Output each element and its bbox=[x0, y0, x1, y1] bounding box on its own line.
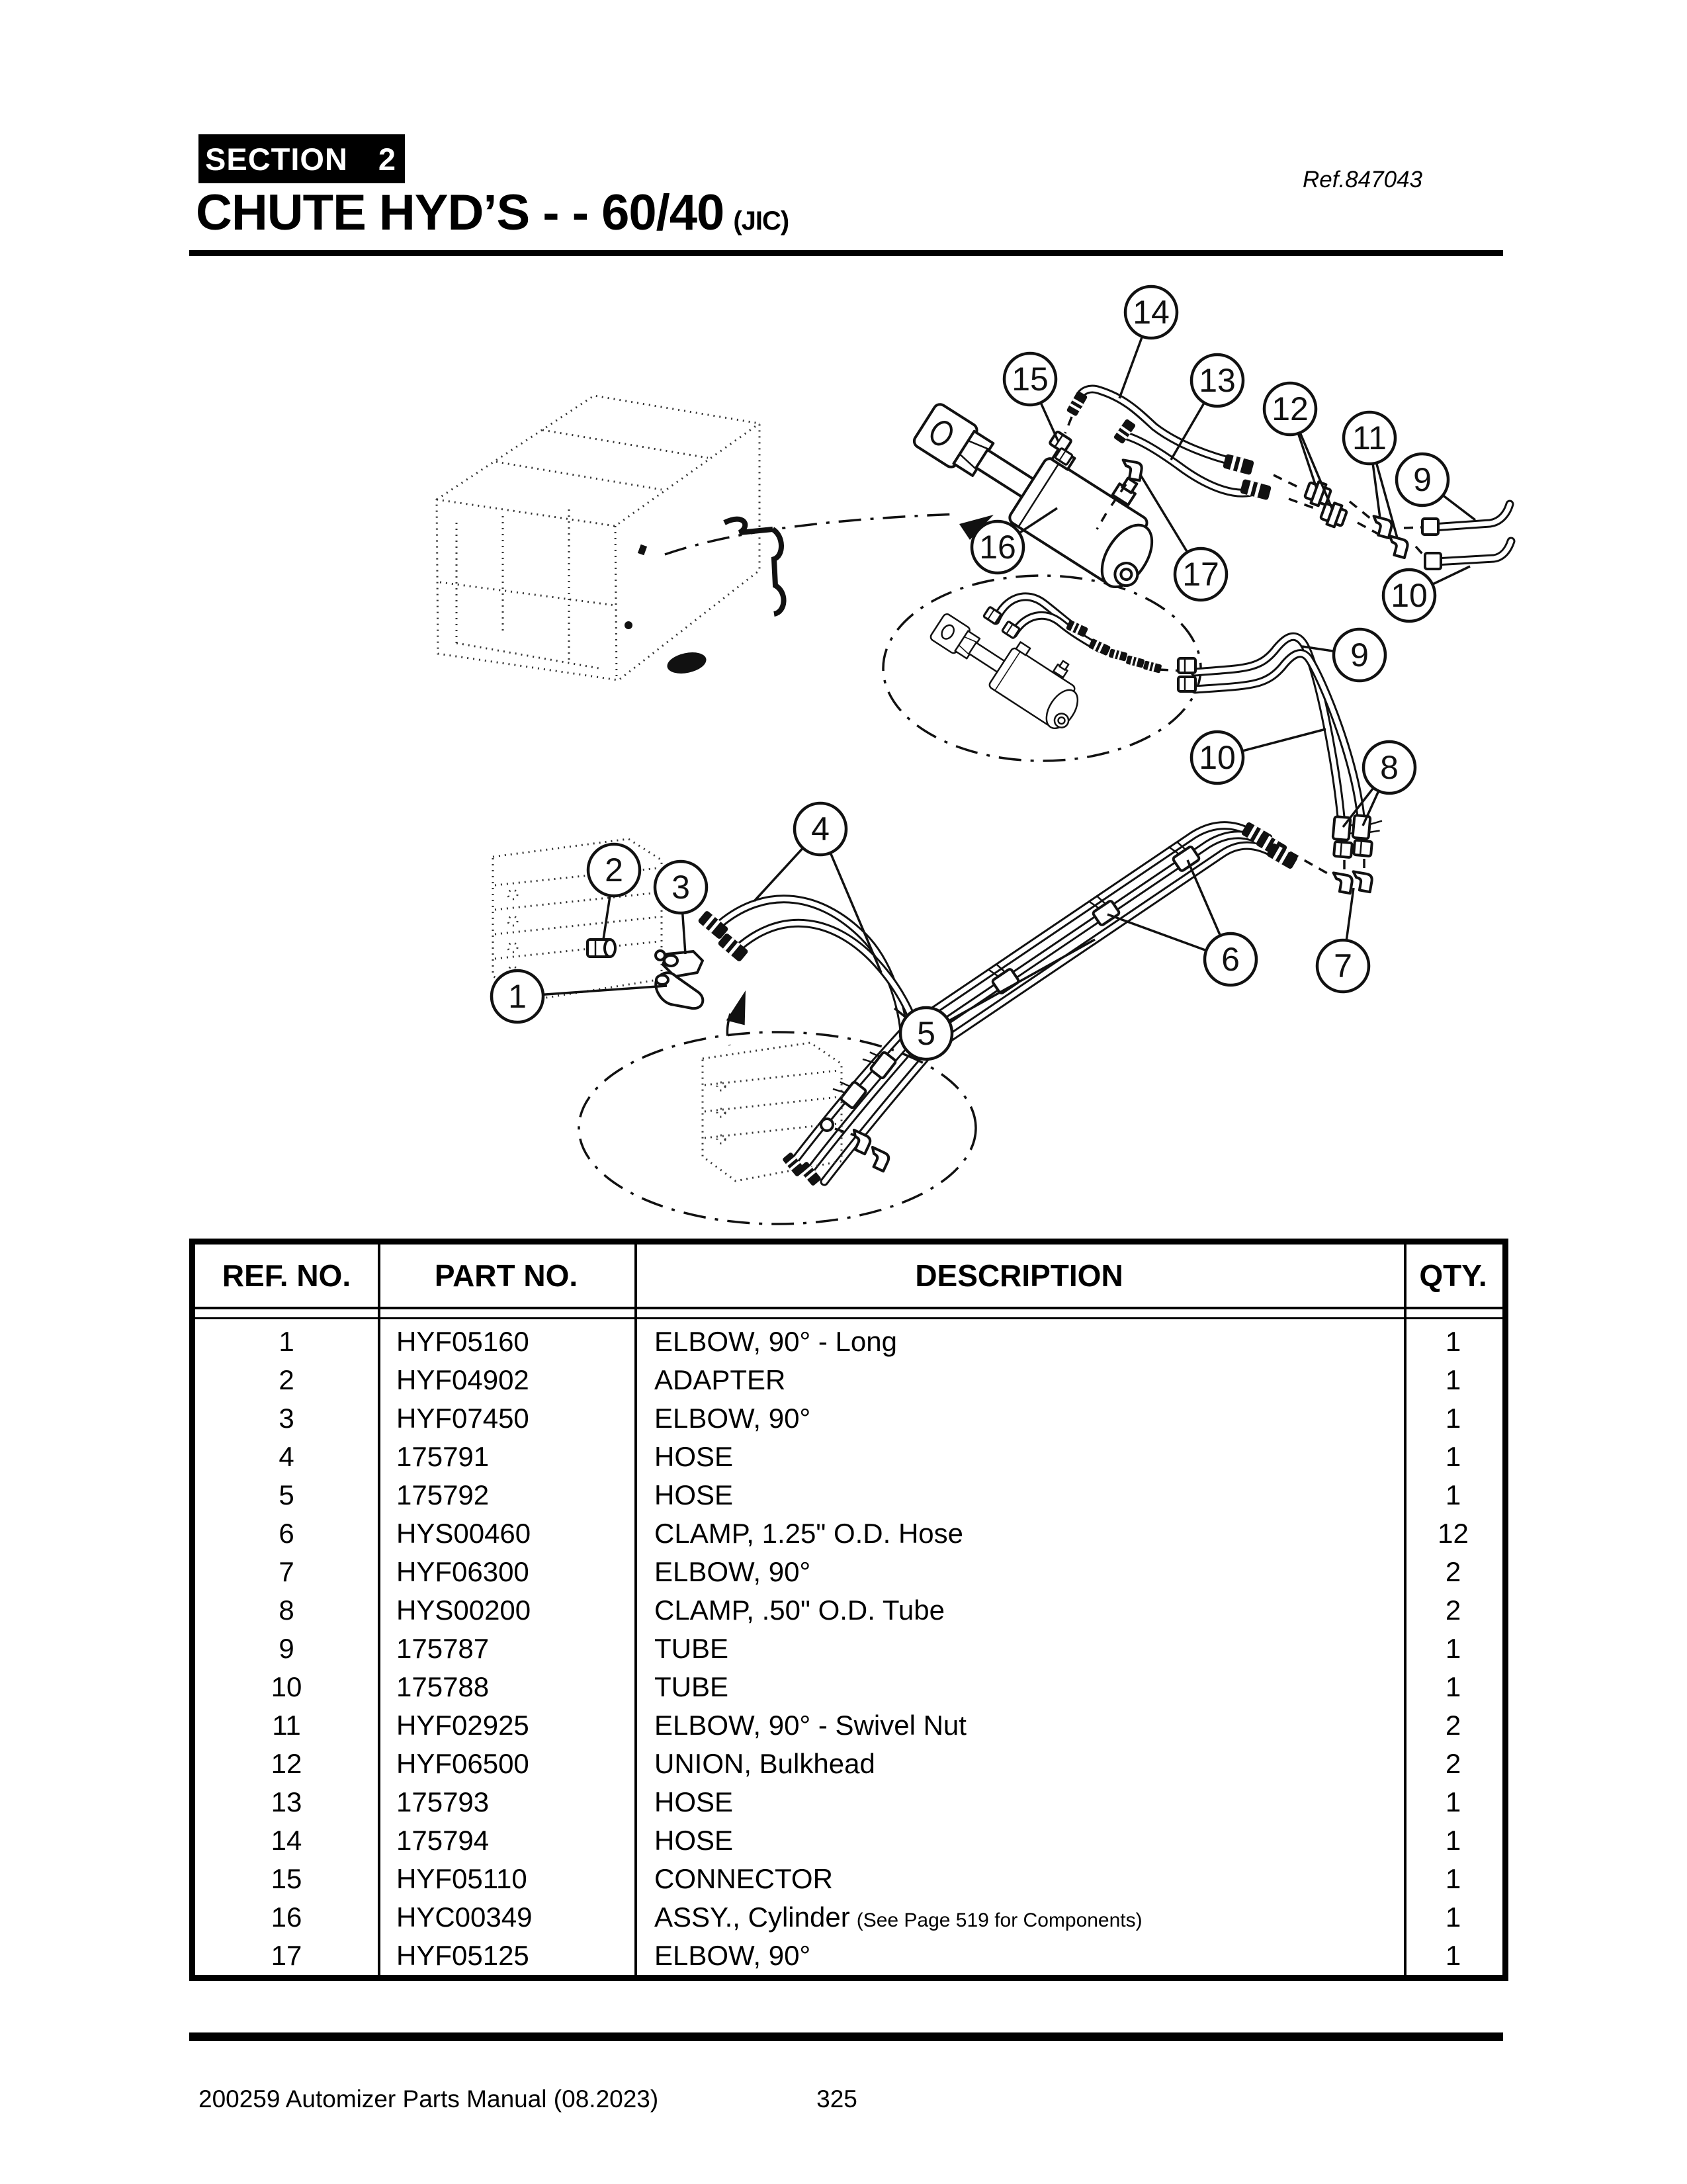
callout-13-14 bbox=[1191, 355, 1243, 406]
description-note: (See Page 519 for Components) bbox=[856, 1909, 1143, 1931]
ref-no-cell: 1 bbox=[279, 1326, 294, 1357]
svg-text:5: 5 bbox=[917, 1015, 935, 1052]
detail-ellipse-bottom bbox=[579, 1032, 976, 1224]
part-no-cell: HYS00200 bbox=[396, 1594, 531, 1626]
callout-9-8 bbox=[1397, 454, 1448, 505]
qty-cell: 1 bbox=[1445, 1479, 1461, 1510]
part-no-cell: 175794 bbox=[396, 1825, 490, 1856]
ref-no-cell: 2 bbox=[279, 1364, 294, 1395]
ref-no-cell: 3 bbox=[279, 1403, 294, 1434]
qty-cell: 2 bbox=[1445, 1748, 1461, 1779]
ref-no-cell: 6 bbox=[279, 1518, 294, 1549]
callout-17-18 bbox=[1175, 548, 1227, 600]
qty-cell: 1 bbox=[1445, 1633, 1461, 1664]
table-row bbox=[195, 1476, 1502, 1514]
part-no-cell: HYF05125 bbox=[396, 1940, 529, 1971]
callout-10-11 bbox=[1191, 732, 1243, 783]
qty-cell: 2 bbox=[1445, 1594, 1461, 1626]
table-row bbox=[195, 1668, 1502, 1706]
ref-no-cell: 8 bbox=[279, 1594, 294, 1626]
table-row bbox=[195, 1514, 1502, 1553]
flow-arrows bbox=[665, 514, 994, 1045]
svg-text:8: 8 bbox=[1380, 749, 1399, 786]
table-row bbox=[195, 1821, 1502, 1860]
svg-text:4: 4 bbox=[811, 810, 830, 848]
table-row bbox=[195, 1591, 1502, 1630]
callout-9-10 bbox=[1334, 629, 1385, 681]
ref-no-cell: 15 bbox=[271, 1863, 302, 1894]
qty-cell: 1 bbox=[1445, 1364, 1461, 1395]
svg-text:16: 16 bbox=[979, 529, 1016, 566]
qty-cell: 1 bbox=[1445, 1940, 1461, 1971]
col-header-part: PART NO. bbox=[434, 1258, 578, 1293]
hoses-lower bbox=[697, 821, 1330, 1182]
svg-text:10: 10 bbox=[1199, 739, 1236, 776]
table-row bbox=[195, 1399, 1502, 1438]
qty-cell: 1 bbox=[1445, 1863, 1461, 1894]
part-no-cell: HYF06300 bbox=[396, 1556, 529, 1587]
callout-15-16 bbox=[1004, 353, 1056, 405]
callout-4-3 bbox=[795, 803, 846, 855]
description-cell: ELBOW, 90° - Long bbox=[654, 1326, 897, 1357]
callout-14-15 bbox=[1125, 286, 1177, 338]
part-no-cell: 175787 bbox=[396, 1633, 490, 1664]
table-row bbox=[195, 1745, 1502, 1783]
col-header-qty: QTY. bbox=[1419, 1258, 1487, 1293]
svg-text:13: 13 bbox=[1199, 362, 1236, 399]
ref-no-cell: 17 bbox=[271, 1940, 302, 1971]
svg-text:9: 9 bbox=[1350, 636, 1369, 674]
part-no-cell: HYF06500 bbox=[396, 1748, 529, 1779]
qty-cell: 1 bbox=[1445, 1786, 1461, 1817]
description-cell: ASSY., Cylinder (See Page 519 for Components) bbox=[654, 1901, 1143, 1933]
part-no-cell: HYC00349 bbox=[396, 1901, 533, 1933]
table-header-double-line bbox=[195, 1317, 1502, 1319]
svg-text:11: 11 bbox=[1352, 419, 1387, 457]
qty-cell: 1 bbox=[1445, 1825, 1461, 1856]
callout-11-12 bbox=[1344, 412, 1395, 464]
description-cell: HOSE bbox=[654, 1786, 734, 1817]
part-no-cell: HYF05110 bbox=[396, 1863, 527, 1894]
ref-no-cell: 9 bbox=[279, 1633, 294, 1664]
description-cell: ELBOW, 90° bbox=[654, 1403, 811, 1434]
svg-text:6: 6 bbox=[1221, 941, 1240, 978]
cylinder-assembly-detail bbox=[924, 593, 1183, 734]
parts-table bbox=[189, 1239, 1508, 1981]
table-row bbox=[195, 1361, 1502, 1399]
qty-cell: 1 bbox=[1445, 1671, 1461, 1702]
description-cell: UNION, Bulkhead bbox=[654, 1748, 875, 1779]
adapter-part-2 bbox=[587, 939, 615, 957]
description-cell: HOSE bbox=[654, 1825, 734, 1856]
table-row bbox=[195, 1706, 1502, 1745]
description-cell: HOSE bbox=[654, 1441, 734, 1472]
callout-5-4 bbox=[900, 1008, 952, 1059]
reference-code: Ref.847043 bbox=[1303, 167, 1422, 193]
svg-text:15: 15 bbox=[1012, 361, 1049, 398]
page-title-text: CHUTE HYD’S - - 60/40 bbox=[196, 185, 724, 241]
callout-2-1 bbox=[588, 844, 640, 896]
table-row bbox=[195, 1898, 1502, 1937]
ref-no-cell: 16 bbox=[271, 1901, 302, 1933]
qty-cell: 1 bbox=[1445, 1326, 1461, 1357]
svg-text:9: 9 bbox=[1413, 461, 1432, 498]
qty-cell: 1 bbox=[1445, 1403, 1461, 1434]
svg-text:1: 1 bbox=[508, 978, 527, 1015]
callout-12-13 bbox=[1264, 383, 1316, 435]
section-label: SECTION bbox=[205, 141, 348, 177]
elbow-part-1 bbox=[656, 973, 703, 1008]
col-header-ref: REF. NO. bbox=[222, 1258, 351, 1293]
description-cell: CLAMP, 1.25" O.D. Hose bbox=[654, 1518, 964, 1549]
table-body bbox=[195, 1323, 1502, 1975]
description-cell: TUBE bbox=[654, 1633, 729, 1664]
footer-divider bbox=[189, 2032, 1503, 2041]
qty-cell: 2 bbox=[1445, 1710, 1461, 1741]
qty-cell: 1 bbox=[1445, 1441, 1461, 1472]
description-cell: TUBE bbox=[654, 1671, 729, 1702]
callout-1-0 bbox=[492, 971, 543, 1022]
section-number: 2 bbox=[378, 141, 396, 177]
callout-7-6 bbox=[1317, 940, 1369, 992]
footer-page-number: 325 bbox=[816, 2085, 857, 2113]
ref-no-cell: 11 bbox=[272, 1710, 301, 1741]
description-cell: ADAPTER bbox=[654, 1364, 786, 1395]
footer-manual-info: 200259 Automizer Parts Manual (08.2023) bbox=[198, 2085, 659, 2113]
part-no-cell: HYF07450 bbox=[396, 1403, 529, 1434]
svg-text:10: 10 bbox=[1391, 577, 1428, 614]
svg-text:2: 2 bbox=[605, 852, 623, 889]
qty-cell: 2 bbox=[1445, 1556, 1461, 1587]
ref-no-cell: 13 bbox=[271, 1786, 302, 1817]
part-no-cell: HYS00460 bbox=[396, 1518, 531, 1549]
description-cell: CONNECTOR bbox=[654, 1863, 833, 1894]
description-cell: ELBOW, 90° bbox=[654, 1556, 811, 1587]
col-header-desc: DESCRIPTION bbox=[915, 1258, 1123, 1293]
ref-no-cell: 7 bbox=[279, 1556, 294, 1587]
ref-no-cell: 14 bbox=[271, 1825, 302, 1856]
part-no-cell: 175792 bbox=[396, 1479, 490, 1510]
callout-8-7 bbox=[1363, 742, 1415, 793]
part-no-cell: HYF05160 bbox=[396, 1326, 529, 1357]
callout-10-9 bbox=[1383, 570, 1435, 621]
page-title-suffix: (JIC) bbox=[733, 206, 789, 236]
part-no-cell: 175791 bbox=[396, 1441, 490, 1472]
svg-text:14: 14 bbox=[1133, 294, 1170, 331]
callout-3-2 bbox=[655, 861, 707, 913]
machine-outline bbox=[437, 396, 784, 680]
callout-6-5 bbox=[1205, 934, 1256, 985]
callout-balloons bbox=[492, 286, 1448, 1059]
description-cell: ELBOW, 90° - Swivel Nut bbox=[654, 1710, 967, 1741]
svg-text:3: 3 bbox=[671, 869, 690, 906]
part-no-cell: 175788 bbox=[396, 1671, 490, 1702]
svg-text:12: 12 bbox=[1272, 390, 1309, 427]
part-no-cell: 175793 bbox=[396, 1786, 490, 1817]
table-header-row bbox=[195, 1245, 1502, 1309]
callout-16-17 bbox=[972, 521, 1023, 573]
svg-text:17: 17 bbox=[1182, 556, 1219, 593]
description-cell: ELBOW, 90° bbox=[654, 1940, 811, 1971]
description-cell: HOSE bbox=[654, 1479, 734, 1510]
ref-no-cell: 5 bbox=[279, 1479, 294, 1510]
table-row bbox=[195, 1937, 1502, 1975]
table-row bbox=[195, 1783, 1502, 1821]
svg-text:7: 7 bbox=[1334, 947, 1352, 984]
table-row bbox=[195, 1438, 1502, 1476]
table-row bbox=[195, 1630, 1502, 1668]
part-no-cell: HYF02925 bbox=[396, 1710, 529, 1741]
qty-cell: 1 bbox=[1445, 1901, 1461, 1933]
table-row bbox=[195, 1553, 1502, 1591]
table-row bbox=[195, 1323, 1502, 1361]
qty-cell: 12 bbox=[1438, 1518, 1469, 1549]
ref-no-cell: 12 bbox=[271, 1748, 302, 1779]
ref-no-cell: 10 bbox=[271, 1671, 302, 1702]
ref-no-cell: 4 bbox=[279, 1441, 294, 1472]
part-no-cell: HYF04902 bbox=[396, 1364, 529, 1395]
description-cell: CLAMP, .50" O.D. Tube bbox=[654, 1594, 945, 1626]
table-row bbox=[195, 1860, 1502, 1898]
